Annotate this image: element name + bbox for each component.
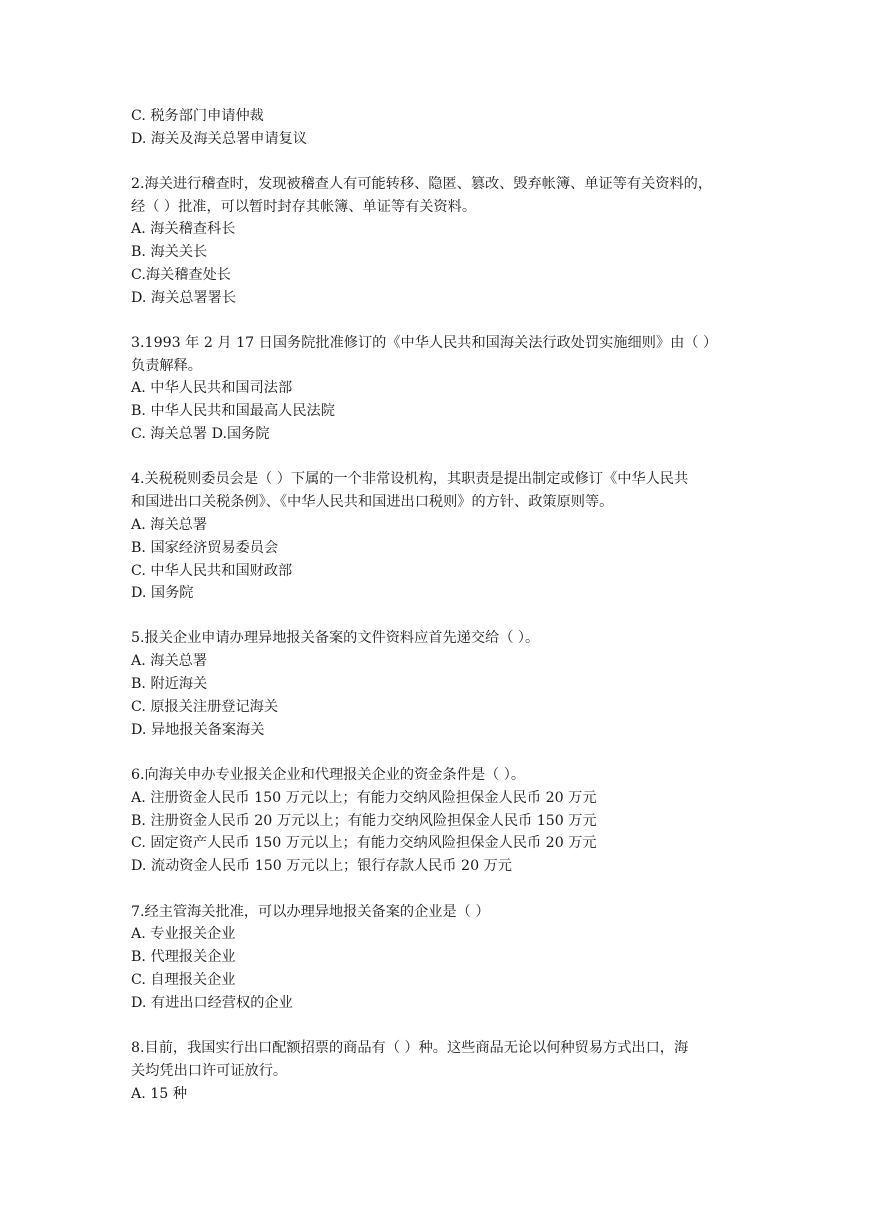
option-line: C. 海关总署 D.国务院 [131,426,270,442]
option-line: A. 15 种 [131,1086,188,1102]
option-line: A. 海关总署 [131,517,208,533]
option-line: C. 原报关注册登记海关 [131,699,279,715]
option-line: B. 中华人民共和国最高人民法院 [131,403,335,419]
question-line: 经（ ）批准，可以暂时封存其帐簿、单证等有关资料。 [131,199,477,215]
question-line: 关均凭出口许可证放行。 [131,1063,288,1079]
question-line: 2.海关进行稽查时，发现被稽查人有可能转移、隐匿、篡改、毁弃帐簿、单证等有关资料的， [131,176,713,192]
option-line: B. 注册资金人民币 20 万元以上；有能力交纳风险担保金人民币 150 万元 [131,813,597,829]
question-line: 5.报关企业申请办理异地报关备案的文件资料应首先递交给（ ）。 [131,630,540,646]
option-line: D. 海关总署署长 [131,290,237,306]
option-line: C. 税务部门申请仲裁 [131,108,264,124]
option-line: C. 中华人民共和国财政部 [131,563,293,579]
question-line: 4.关税税则委员会是（ ）下属的一个非常设机构，其职责是提出制定或修订《中华人民共 [131,471,689,487]
question-line: 6.向海关申办专业报关企业和代理报关企业的资金条件是（ ）。 [131,767,526,783]
option-line: B. 代理报关企业 [131,949,236,965]
question-line: 3.1993 年 2 月 17 日国务院批准修订的《中华人民共和国海关法行政处罚实施细则》由（ ） [131,335,718,351]
option-line: B. 国家经济贸易委员会 [131,540,279,556]
option-line: A. 中华人民共和国司法部 [131,380,293,396]
option-line: A. 注册资金人民币 150 万元以上；有能力交纳风险担保金人民币 20 万元 [131,790,597,806]
option-line: C.海关稽查处长 [131,267,231,283]
option-line: D. 国务院 [131,585,194,601]
question-line: 7.经主管海关批准，可以办理异地报关备案的企业是（ ） [131,904,490,920]
option-line: D. 异地报关备案海关 [131,722,265,738]
question-line: 和国进出口关税条例》、《中华人民共和国进出口税则》的方针、政策原则等。 [131,494,614,510]
question-line: 负责解释。 [131,358,202,374]
option-line: D. 有进出口经营权的企业 [131,995,293,1011]
option-line: A. 海关稽查科长 [131,221,236,237]
option-line: D. 流动资金人民币 150 万元以上；银行存款人民币 20 万元 [131,858,512,874]
option-line: D. 海关及海关总署申请复议 [131,131,307,147]
option-line: C. 自理报关企业 [131,972,236,988]
option-line: A. 专业报关企业 [131,926,236,942]
option-line: B. 海关关长 [131,244,208,260]
option-line: A. 海关总署 [131,653,208,669]
option-line: B. 附近海关 [131,676,208,692]
option-line: C. 固定资产人民币 150 万元以上；有能力交纳风险担保金人民币 20 万元 [131,835,597,851]
question-line: 8.目前，我国实行出口配额招票的商品有（ ）种。这些商品无论以何种贸易方式出口，海 [131,1040,689,1056]
